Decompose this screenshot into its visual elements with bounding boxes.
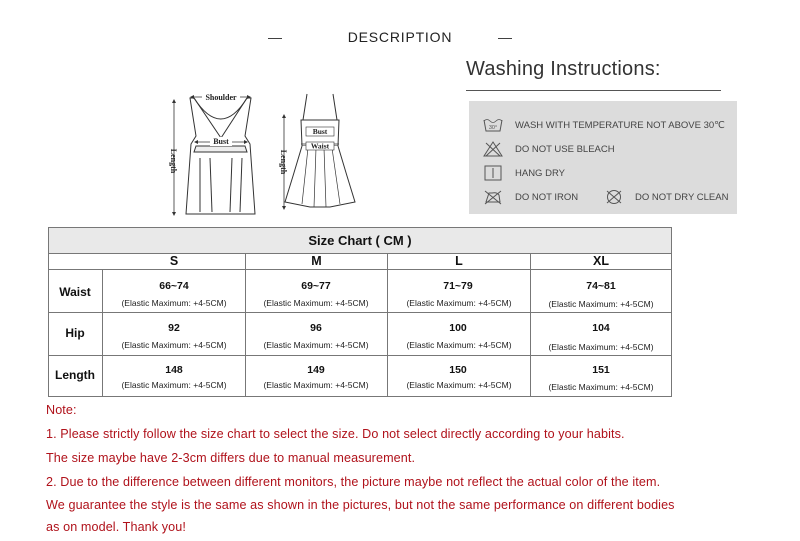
elastic-note: (Elastic Maximum: +4-5CM) xyxy=(121,380,227,390)
bust-label: Bust xyxy=(213,137,229,146)
wash-item-label: DO NOT DRY CLEAN xyxy=(635,191,729,203)
washing-title: Washing Instructions: xyxy=(466,58,661,80)
note-line: 1. Please strictly follow the size chart to select the size. Do not select directly according to your habits. xyxy=(46,427,625,441)
dress-waist-label: Waist xyxy=(310,141,330,151)
size-header-xl: XL xyxy=(593,254,609,268)
wash-item-label: WASH WITH TEMPERATURE NOT ABOVE 30℃ xyxy=(515,119,725,131)
cell-value: 150 xyxy=(449,364,467,376)
elastic-note: (Elastic Maximum: +4-5CM) xyxy=(263,380,369,390)
title-dash-right: — xyxy=(498,29,512,45)
note-line: 2. Due to the difference between different monitors, the picture maybe not reflect the actual color of the item. xyxy=(46,475,661,489)
note-line: as on model. Thank you! xyxy=(46,520,186,534)
shoulder-label: Shoulder xyxy=(205,93,237,102)
elastic-note: (Elastic Maximum: +4-5CM) xyxy=(548,299,654,309)
top-length-label: Length xyxy=(169,148,178,174)
note-heading: Note: xyxy=(46,403,77,417)
cell-value: 100 xyxy=(449,322,467,334)
size-header-s: S xyxy=(169,254,179,268)
wash-item-label: DO NOT IRON xyxy=(515,191,579,203)
note-line: The size maybe have 2-3cm differs due to manual measurement. xyxy=(46,451,416,465)
row-label-hip: Hip xyxy=(65,326,85,340)
elastic-note: (Elastic Maximum: +4-5CM) xyxy=(121,340,227,350)
size-chart-title: Size Chart ( CM ) xyxy=(48,227,672,254)
cell-value: 149 xyxy=(307,364,325,376)
cell-value: 104 xyxy=(592,322,610,334)
svg-text:30°: 30° xyxy=(488,125,498,131)
size-header-m: M xyxy=(311,254,322,268)
row-label-length: Length xyxy=(55,368,95,382)
dress-bust-label: Bust xyxy=(312,127,328,136)
row-label-waist: Waist xyxy=(59,285,91,299)
cell-value: 69~77 xyxy=(301,280,331,292)
size-header-l: L xyxy=(455,254,463,268)
cell-value: 148 xyxy=(165,364,183,376)
note-line: We guarantee the style is the same as shown in the pictures, but not the same performance on different bodies xyxy=(46,498,675,512)
elastic-note: (Elastic Maximum: +4-5CM) xyxy=(263,340,369,350)
elastic-note: (Elastic Maximum: +4-5CM) xyxy=(406,380,512,390)
cell-value: 66~74 xyxy=(159,280,189,292)
elastic-note: (Elastic Maximum: +4-5CM) xyxy=(406,340,512,350)
cell-value: 96 xyxy=(310,322,322,334)
page-title: DESCRIPTION xyxy=(347,29,453,45)
wash-item-label: HANG DRY xyxy=(515,167,565,179)
wash-item-label: DO NOT USE BLEACH xyxy=(515,143,615,155)
cell-value: 151 xyxy=(592,364,610,376)
dress-length-label: Length xyxy=(279,149,288,175)
cell-value: 71~79 xyxy=(443,280,473,292)
elastic-note: (Elastic Maximum: +4-5CM) xyxy=(121,298,227,308)
elastic-note: (Elastic Maximum: +4-5CM) xyxy=(548,382,654,392)
cell-value: 92 xyxy=(168,322,180,334)
cell-value: 74~81 xyxy=(586,280,616,292)
elastic-note: (Elastic Maximum: +4-5CM) xyxy=(548,342,654,352)
title-dash-left: — xyxy=(268,29,282,45)
elastic-note: (Elastic Maximum: +4-5CM) xyxy=(406,298,512,308)
elastic-note: (Elastic Maximum: +4-5CM) xyxy=(263,298,369,308)
